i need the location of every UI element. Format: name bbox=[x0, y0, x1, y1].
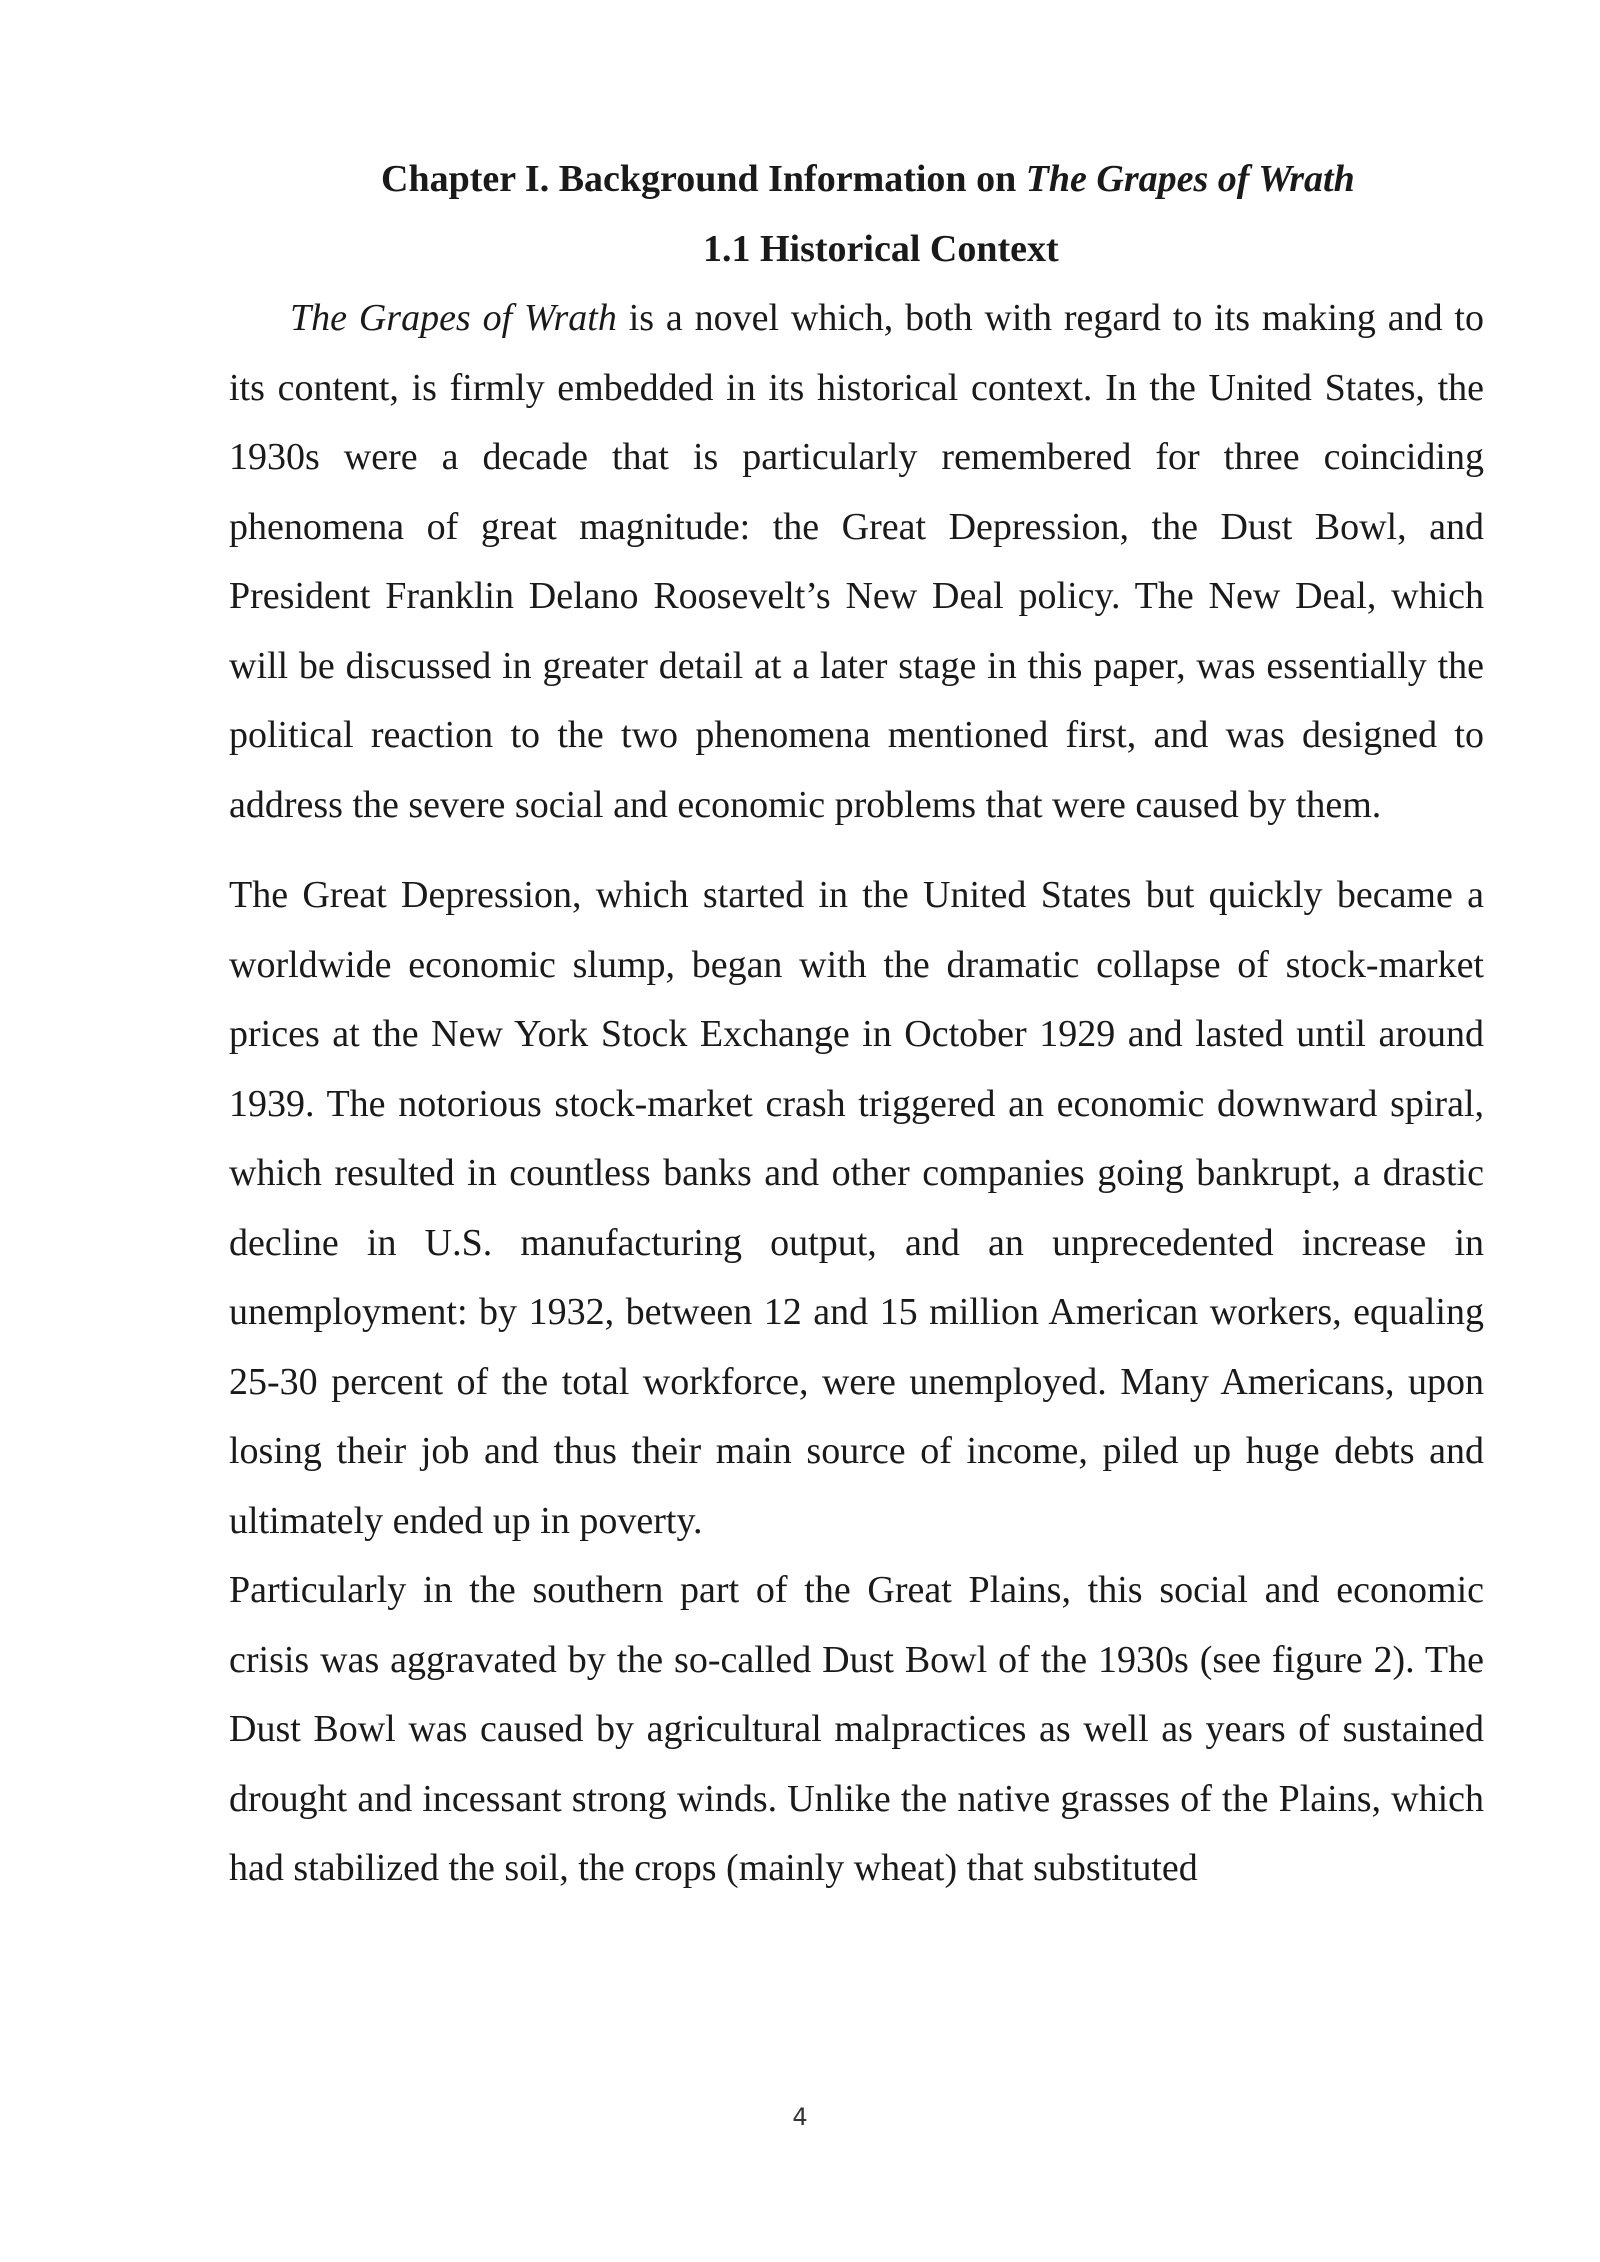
paragraph-intro bbox=[229, 284, 1484, 840]
chapter-title-book: The Grapes of Wrath bbox=[1025, 158, 1355, 200]
chapter-title-prefix: Chapter I. Background Information on bbox=[381, 158, 1026, 200]
section-title: 1.1 Historical Context bbox=[703, 227, 1059, 270]
page-number: 4 bbox=[792, 2103, 808, 2131]
paragraph-intro-book-title: The Grapes of Wrath bbox=[290, 297, 617, 339]
text-column bbox=[229, 145, 1484, 1904]
paragraph-intro-text: is a novel which, both with regard to its making and to its content, is firmly embedded in its historical context. In the United States, the 1930s were a decade that is particularly remembered for three coinciding phenomena of great magnitude: the Great Depression, the Dust Bowl, and President Franklin Delano Roosevelt’s New Deal policy. The New Deal, which will be discussed in greater detail at a later stage in this paper, was essentially the political reaction to the two phenomena mentioned first, and was designed to address the severe social and economic problems that were caused by them. bbox=[229, 297, 1484, 826]
paragraph-great-depression: The Great Depression, which started in the United States but quickly became a worldwide economic slump, began with the dramatic collapse of stock-market prices at the New York Stock Exchange in October 1929 and lasted until around 1939. The notorious stock-market crash triggered an economic downward spiral, which resulted in countless banks and other companies going bankrupt, a drastic decline in U.S. manufacturing output, and an unprecedented increase in unemployment: by 1932, between 12 and 15 million American workers, equaling 25-30 percent of the total workforce, were unemployed. Many Americans, upon losing their job and thus their main source of income, piled up huge debts and ultimately ended up in poverty. bbox=[229, 874, 1484, 1542]
paragraph-dust-bowl: Particularly in the southern part of the Great Plains, this social and economic crisis was aggravated by the so-called Dust Bowl of the 1930s (see figure 2). The Dust Bowl was caused by agricultural malpractices as well as years of sustained drought and incessant strong winds. Unlike the native grasses of the Plains, which had stabilized the soil, the crops (mainly wheat) that substituted bbox=[229, 1569, 1484, 1889]
chapter-title bbox=[229, 145, 1484, 215]
